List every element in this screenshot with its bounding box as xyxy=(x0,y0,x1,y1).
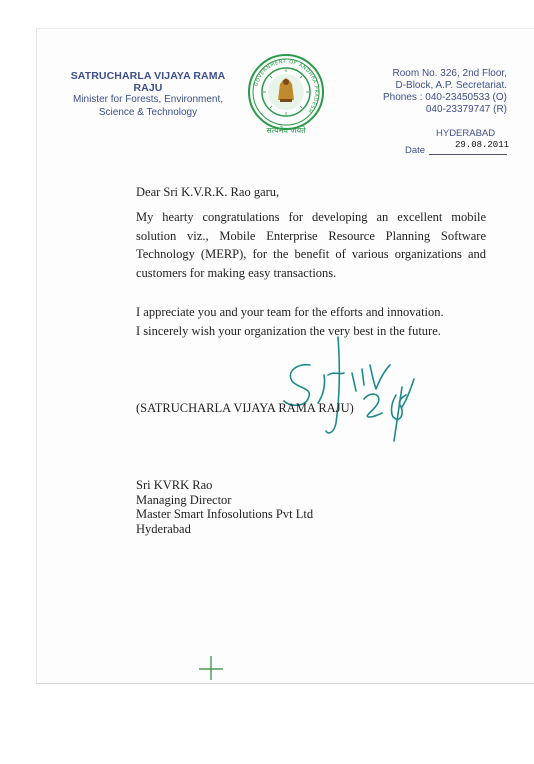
emblem-motto: सत्यमेव जयते xyxy=(266,126,306,135)
emblem-ring-text: GOVERNMENT OF ANDHRA PRADESH xyxy=(253,58,320,114)
recipient-designation: Managing Director xyxy=(136,492,232,507)
phone-residence: 040-23379747 (R) xyxy=(425,104,507,115)
city-label: HYDERABAD xyxy=(436,128,496,139)
signatory-name: (SATRUCHARLA VIJAYA RAMA RAJU) xyxy=(136,401,354,415)
sender-title-line-2: Science & Technology xyxy=(98,106,198,118)
date-row xyxy=(405,140,509,156)
address-block xyxy=(337,68,507,116)
address-line-2: D-Block, A.P. Secretariat. xyxy=(395,80,507,91)
recipient-company: Master Smart Infosolutions Pvt Ltd xyxy=(136,507,314,521)
phone-office: Phones : 040-23450533 (O) xyxy=(383,92,507,103)
sender-block xyxy=(58,70,238,119)
state-emblem-icon xyxy=(246,52,326,136)
salutation: Dear Sri K.V.R.K. Rao garu, xyxy=(136,185,280,199)
date-label: Date xyxy=(405,145,426,156)
date-value: 29.08.2011 xyxy=(455,140,510,150)
recipient-name: Sri KVRK Rao xyxy=(136,478,213,492)
address-line-1: Room No. 326, 2nd Floor, xyxy=(392,68,507,79)
date-underline xyxy=(429,154,507,155)
body-paragraph-1: My hearty congratulations for developing an excellent mobile solution viz., Mobile Enterprise Resource Planning Software Technology (MERP), for the benefit of various organizations and customers for making easy transactions. xyxy=(136,210,486,280)
sender-name: SATRUCHARLA VIJAYA RAMA RAJU xyxy=(70,70,226,94)
sender-title-line-1: Minister for Forests, Environment, xyxy=(72,94,224,105)
body-paragraph-2-line-1: I appreciate you and your team for the efforts and innovation. xyxy=(136,305,444,319)
handwritten-signature xyxy=(278,335,428,445)
crop-mark-icon xyxy=(199,656,223,680)
body-paragraph-2-line-2: I sincerely wish your organization the very best in the future. xyxy=(136,323,441,338)
recipient-city: Hyderabad xyxy=(136,521,191,536)
recipient-block xyxy=(136,478,313,536)
